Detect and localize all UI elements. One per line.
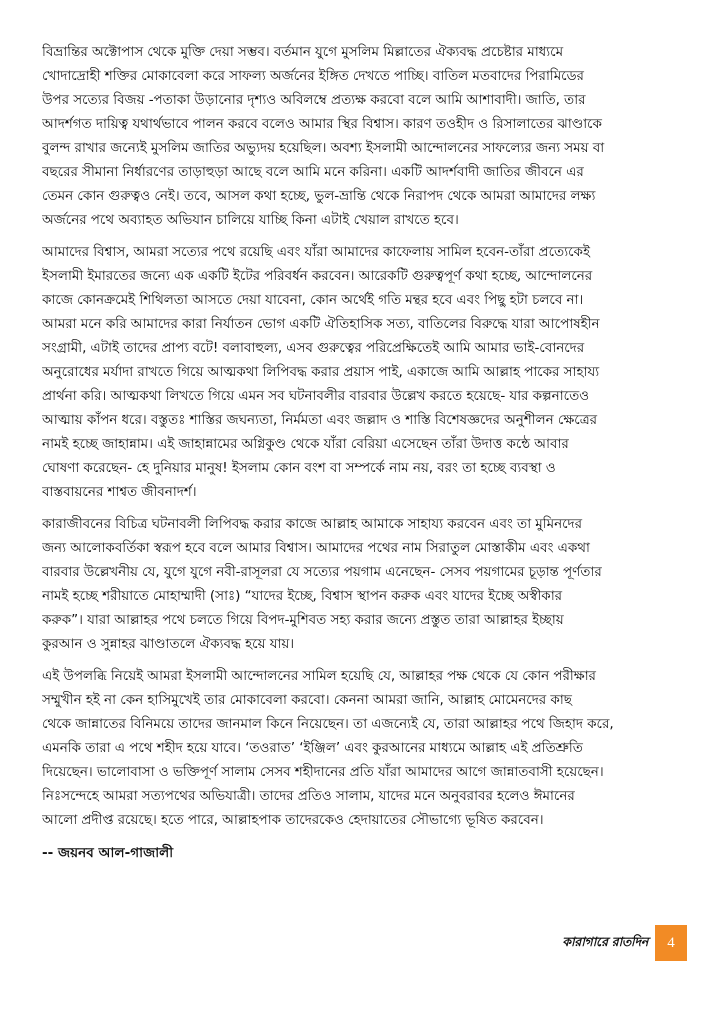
text-line: প্রার্থনা করি। আত্মকথা লিখতে গিয়ে এমন সব ঘটনাবলীর বারবার উল্লেখ করতে হয়েছে- যার কল্পনাতেও [42,388,590,404]
text-line: ঘোষণা করেছেন- হে দুনিয়ার মানুষ! ইসলাম কোন বংশ বা সম্পর্কে নাম নয়, বরং তা হচ্ছে ব্যবস্থা ও [42,460,556,476]
author-signature: -- জয়নব আল-গাজালী [42,845,174,861]
text-line: সম্মুখীন হই না কেন হাসিমুখেই তার মোকাবেলা করবো। কেননা আমরা জানি, আল্লাহ মোমেনদের কাছ [42,692,572,708]
text-line: বারবার উল্লেখনীয় যে, যুগে যুগে নবী-রাসূলরা যে সত্যের পয়গাম এনেছেন- সেসব পয়গামের চূড়ান্ত পূর্ণতার [42,564,602,580]
paragraph [42,40,694,232]
text-line: খোদাদ্রোহী শক্তির মোকাবেলা করে সাফল্য অর্জনের ইঙ্গিত দেখতে পাচ্ছি। বাতিল মতবাদের পিরামিডের [42,68,584,84]
text-line: এই উপলব্ধি নিয়েই আমরা ইসলামী আন্দোলনের সামিল হয়েছি যে, আল্লাহর পক্ষ থেকে যে কোন পরীক্ষার [42,668,596,684]
text-line: অর্জনের পথে অব্যাহত অভিযান চালিয়ে যাচ্ছি কিনা এটাই খেয়াল রাখতে হবে। [42,212,459,228]
page-number: 4 [655,925,687,961]
paragraph [42,664,694,832]
footer-book-title: কারাগারে রাতদিন [562,934,648,949]
text-line: আমাদের বিশ্বাস, আমরা সত্যের পথে রয়েছি এবং যাঁরা আমাদের কাফেলায় সামিল হবেন-তাঁরা প্রত্যেকেই [42,244,590,260]
text-line: কাজে কোনক্রমেই শিথিলতা আসতে দেয়া যাবেনা, কোন অর্থেই গতি মন্থর হবে এবং পিছু হটা চলবে না। [42,292,584,308]
text-line: আলো প্রদীপ্ত রয়েছে। হতে পারে, আল্লাহপাক তাদেরকেও হেদায়াতের সৌভাগ্যে ভূষিত করবেন। [42,812,544,828]
text-line: বিভ্রান্তির অক্টোপাস থেকে মুক্তি দেয়া সম্ভব। বর্তমান যুগে মুসলিম মিল্লাতের ঐক্যবদ্ধ প্রচেষ্টার মাধ্যমে [42,44,564,60]
text-line: বাস্তবায়নের শাশ্বত জীবনাদর্শ। [42,484,197,500]
paragraph [42,240,694,504]
body-text [42,40,694,840]
text-line: নামই হচ্ছে শরীয়াতে মোহাম্মাদী (সাঃ) “যাদের ইচ্ছে, বিশ্বাস স্থাপন করুক এবং যাদের ইচ্ছে অস্বীকার [42,588,563,604]
text-line: নামই হচ্ছে জাহান্নাম। এই জাহান্নামের অগ্নিকুণ্ড থেকে যাঁরা বেরিয়া এসেছেন তাঁরা উদাত্ত কন্ঠে আবার [42,436,569,452]
text-line: জন্য আলোকবর্তিকা স্বরূপ হবে বলে আমার বিশ্বাস। আমাদের পথের নাম সিরাতুল মোস্তাকীম এবং একথা [42,540,590,556]
text-line: উপর সত্যের বিজয় -পতাকা উড়ানোর দৃশ্যও অবিলম্বে প্রত্যক্ষ করবো বলে আমি আশাবাদী। জাতি, তার [42,92,586,108]
text-line: অনুরোধের মর্যাদা রাখতে গিয়ে আত্মকথা লিপিবদ্ধ করার প্রয়াস পাই, একাজে আমি আল্লাহ পাকের সাহায্য [42,364,600,380]
text-line: নিঃসন্দেহে আমরা সত্যপথের অভিযাত্রী। তাদের প্রতিও সালাম, যাদের মনে অনুবরাবর হলেও ঈমানের [42,788,575,804]
text-line: আমরা মনে করি আমাদের কারা নির্যাতন ভোগ একটি ঐতিহাসিক সত্য, বাতিলের বিরুদ্ধে যারা আপোষহীন [42,316,600,332]
text-line: কারাজীবনের বিচিত্র ঘটনাবলী লিপিবদ্ধ করার কাজে আল্লাহ আমাকে সাহায্য করবেন এবং তা মুমিনদের [42,516,582,532]
paragraph [42,512,694,656]
text-line: করুক”। যারা আল্লাহর পথে চলতে গিয়ে বিপদ-মুশিবত সহ্য করার জন্যে প্রস্তুত তারা আল্লাহর ইচ্ছায় [42,612,564,628]
text-line: বুলন্দ রাখার জন্যেই মুসলিম জাতির অভ্যুদয় হয়েছিল। অবশ্য ইসলামী আন্দোলনের সাফল্যের জন্য সময় বা [42,140,605,156]
text-line: দিয়েছেন। ভালোবাসা ও ভক্তিপূর্ণ সালাম সেসব শহীদানের প্রতি যাঁরা আমাদের আগে জান্নাতবাসী হয়েছেন। [42,764,604,780]
text-line: ইসলামী ইমারতের জন্যে এক একটি ইটের পরিবর্ধন করবেন। আরেকটি গুরুত্বপূর্ণ কথা হচ্ছে, আন্দোলনের [42,268,593,284]
text-line: আত্মায় কাঁপন ধরে। বস্তুতঃ শাস্তির জঘন্যতা, নির্মমতা এবং জল্লাদ ও শাস্তি বিশেষজ্ঞদের অনুশীলন ক্ষেত্রের [42,412,598,428]
text-line: সংগ্রামী, এটাই তাদের প্রাপ্য বটে! বলাবাহুল্য, এসব গুরুত্বের পরিপ্রেক্ষিতেই আমি আমার ভাই-বোনদের [42,340,585,356]
text-line: থেকে জান্নাতের বিনিময়ে তাদের জানমাল কিনে নিয়েছেন। তা এজন্যেই যে, তারা আল্লাহর পথে জিহাদ করে, [42,716,614,732]
text-line: আদর্শগত দায়িত্ব যথার্থভাবে পালন করবে বলেও আমার স্থির বিশ্বাস। কারণ তওহীদ ও রিসালাতের ঝাণ্ডাকে [42,116,602,132]
text-line: কুরআন ও সুন্নাহর ঝাণ্ডাতলে ঐক্যবদ্ধ হয়ে যায়। [42,636,295,652]
text-line: তেমন কোন গুরুত্বও নেই। তবে, আসল কথা হচ্ছে, ভুল-ভ্রান্তি থেকে নিরাপদ থেকে আমরা আমাদের লক্ষ্য [42,188,596,204]
text-line: বছরের সীমানা নির্ধারণের তাড়াহুড়া আছে বলে আমি মনে করিনা। একটি আদর্শবাদী জাতির জীবনে এর [42,164,584,180]
text-line: এমনকি তারা এ পথে শহীদ হয়ে যাবে। ‘তওরাত’ ‘ইঞ্জিল’ এবং কুরআনের মাধ্যমে আল্লাহ এই প্রতিশ্রুতি [42,740,583,756]
